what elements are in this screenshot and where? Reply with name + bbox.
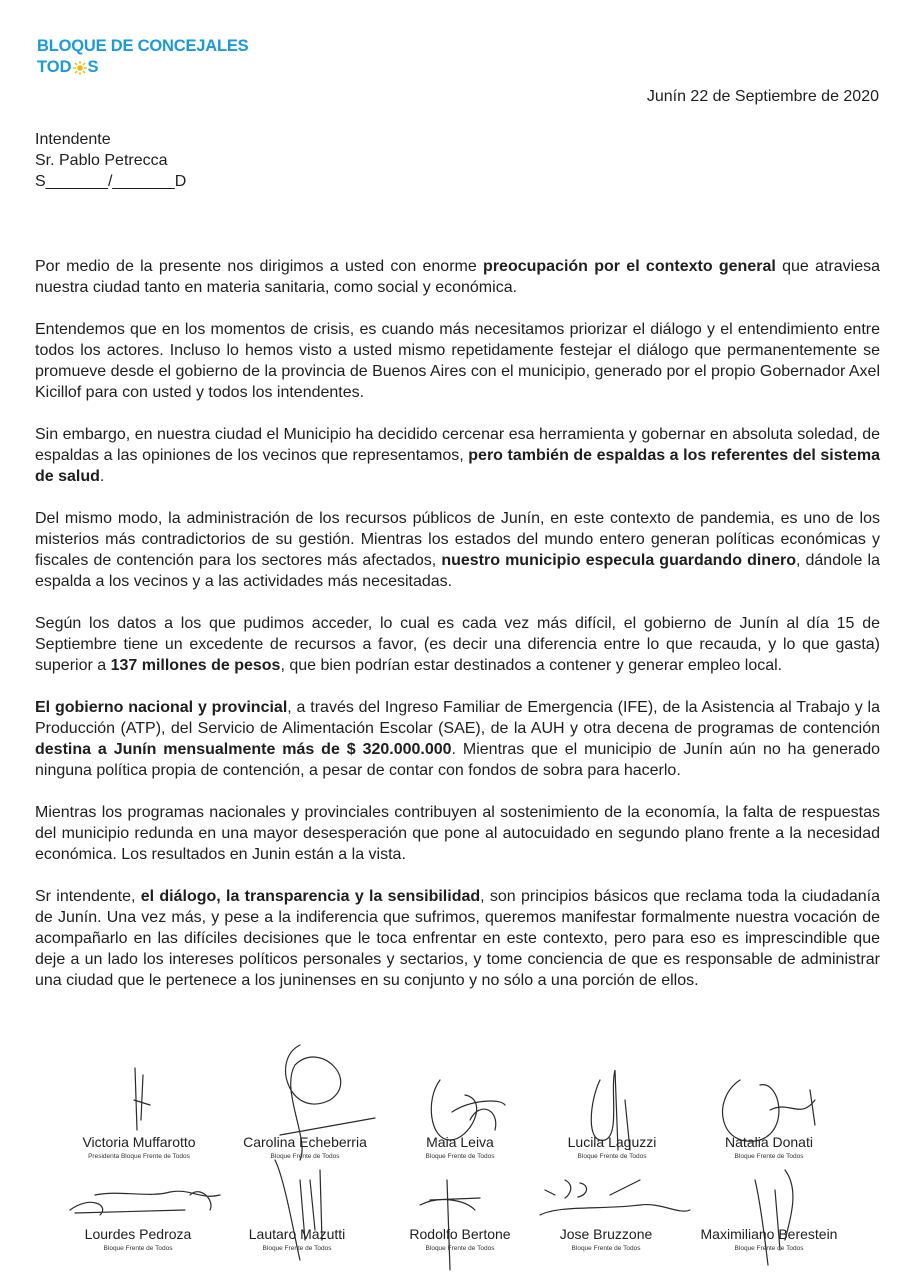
paragraph-text: Sr intendente, (35, 888, 141, 905)
letter-paragraph (35, 256, 880, 298)
addressee-sd: S_______/_______D (35, 173, 187, 190)
signatory (212, 1226, 382, 1252)
paragraph-emphasis: destina a Junín mensualmente más de $ 320.000.000 (35, 741, 452, 758)
signatory-role: Bloque Frente de Todos (270, 1153, 340, 1160)
paragraph-emphasis: preocupación por el contexto general (483, 258, 776, 275)
addressee-title: Intendente (35, 131, 111, 148)
signatory-role: Bloque Frente de Todos (734, 1153, 804, 1160)
paragraph-text: Del mismo modo, la administración de los recursos públicos de Junín, en este contexto de pandemia, es uno de los misterios más contradictorios de su gestión. Mientras los estados del mundo entero generan políticas económicas y fiscales de contención para los sectores más afectados, (35, 510, 880, 569)
signatory (375, 1226, 545, 1252)
paragraph-text: Sin embargo, en nuestra ciudad el Municipio ha decidido cercenar esa herramienta y gobernar en absoluta soledad, de espaldas a las opiniones de los vecinos que representamos, (35, 426, 880, 464)
signatory-name: Jose Bruzzone (559, 1226, 653, 1242)
paragraph-emphasis: nuestro municipio especula guardando dinero (441, 552, 796, 569)
signatory-role: Bloque Frente de Todos (571, 1245, 641, 1252)
signatory (521, 1226, 691, 1252)
paragraph-emphasis: 137 millones de pesos (110, 657, 281, 674)
signatory-role: Bloque Frente de Todos (734, 1245, 804, 1252)
signatory-name: Lucila Laguzzi (567, 1134, 657, 1150)
letter-body (35, 256, 880, 991)
letter-paragraph (35, 697, 880, 781)
addressee-name: Sr. Pablo Petrecca (35, 152, 168, 169)
logo-line-2 (37, 57, 248, 78)
paragraph-emphasis: pero también de espaldas a los referentes del sistema de salud (35, 447, 881, 485)
paragraph-text: Entendemos que en los momentos de crisis, es cuando más necesitamos priorizar el diálogo y el entendimiento entre todos los actores. Incluso lo hemos visto a usted mismo repetidamente festejar el diálogo que permanentemente se promueve desde el gobierno de la provincia de Buenos Aires con el municipio, generado por el propio Gobernador Axel Kicillof para con usted y todos los intendentes. (35, 321, 880, 401)
signatory (53, 1226, 223, 1252)
addressee-block (35, 129, 186, 192)
paragraph-text: , son principios básicos que reclama toda la ciudadanía de Junín. Una vez más, y pese a la indiferencia que sufrimos, queremos manifestar formalmente nuestra vocación de acompañarlo en las difíciles decisiones que le toca enfrentar en este contexto, pero para eso es imprescindible que deje a un lado los intereses políticos personales y sectarios, y tome conciencia de que es responsable de administrar una ciudad que le pertenece a los juninenses en su conjunto y no sólo a una porción de ellos. (35, 888, 881, 989)
signatory-role: Bloque Frente de Todos (425, 1153, 495, 1160)
signatory-role: Bloque Frente de Todos (425, 1245, 495, 1252)
signatory (527, 1134, 697, 1160)
signatory-name: Maximiliano Berestein (700, 1226, 838, 1242)
signatory-role: Bloque Frente de Todos (103, 1245, 173, 1252)
letter-paragraph (35, 508, 880, 592)
signatory-role: Bloque Frente de Todos (577, 1153, 647, 1160)
signatory-name: Natalia Donati (725, 1134, 813, 1150)
signatory-name: Rodolfo Bertone (409, 1226, 511, 1242)
signatory-role: Presidenta Bloque Frente de Todos (88, 1153, 190, 1160)
letter-paragraph (35, 802, 880, 865)
paragraph-text: , dándole la espalda a los vecinos y a las actividades más necesitadas. (35, 552, 881, 590)
signatory (54, 1134, 224, 1160)
paragraph-text: que atraviesa nuestra ciudad tanto en materia sanitaria, como social y económica. (35, 258, 881, 296)
logo-line-1: BLOQUE DE CONCEJALES (37, 37, 249, 55)
signatory-role: Bloque Frente de Todos (262, 1245, 332, 1252)
paragraph-text: Según los datos a los que pudimos acceder, lo cual es cada vez más difícil, el gobierno de Junín al día 15 de Septiembre tiene un excedente de recursos a favor, (es decir una diferencia entre lo que recauda, y lo que gasta) superior a (35, 615, 880, 674)
signatory (220, 1134, 390, 1160)
letter-paragraph (35, 319, 880, 403)
letter-paragraph (35, 886, 880, 991)
paragraph-text: . (99, 468, 105, 485)
paragraph-text: , a través del Ingreso Familiar de Emergencia (IFE), de la Asistencia al Trabajo y la Producción (ATP), del Servicio de Alimentación Escolar (SAE), de la AUH y otra decena de programas de contención (35, 699, 880, 737)
paragraph-text: . Mientras que el municipio de Junín aún no ha generado ninguna política propia de contención, a pesar de contar con fondos de sobra para hacerlo. (35, 741, 880, 779)
signatory (375, 1134, 545, 1160)
signatory-name: Victoria Muffarotto (82, 1134, 196, 1150)
logo-text-tod: TOD (37, 58, 72, 76)
letter-paragraph (35, 424, 880, 487)
signatory-name: Carolina Echeberria (243, 1134, 367, 1150)
paragraph-text: Mientras los programas nacionales y provinciales contribuyen al sostenimiento de la economía, la falta de respuestas del municipio redunda en una mayor desesperación que pone al autocuidado en segundo plano frente a la necesidad económica. Los resultados en Junin están a la vista. (35, 804, 880, 863)
letter-paragraph (35, 613, 880, 676)
signatory-name: Maia Leiva (426, 1134, 494, 1150)
sun-icon (73, 61, 87, 75)
signatory-name: Lautaro Mazutti (248, 1226, 346, 1242)
logo (37, 36, 248, 78)
logo-text-s: S (87, 58, 99, 76)
paragraph-emphasis: El gobierno nacional y provincial (35, 699, 288, 716)
letter-date: Junín 22 de Septiembre de 2020 (646, 88, 879, 105)
signatory-name: Lourdes Pedroza (84, 1226, 192, 1242)
paragraph-text: Por medio de la presente nos dirigimos a usted con enorme (35, 258, 484, 275)
signatory (684, 1134, 854, 1160)
signatory (684, 1226, 854, 1252)
paragraph-emphasis: el diálogo, la transparencia y la sensibilidad (140, 888, 481, 905)
paragraph-text: , que bien podrían estar destinados a contener y generar empleo local. (280, 657, 783, 674)
